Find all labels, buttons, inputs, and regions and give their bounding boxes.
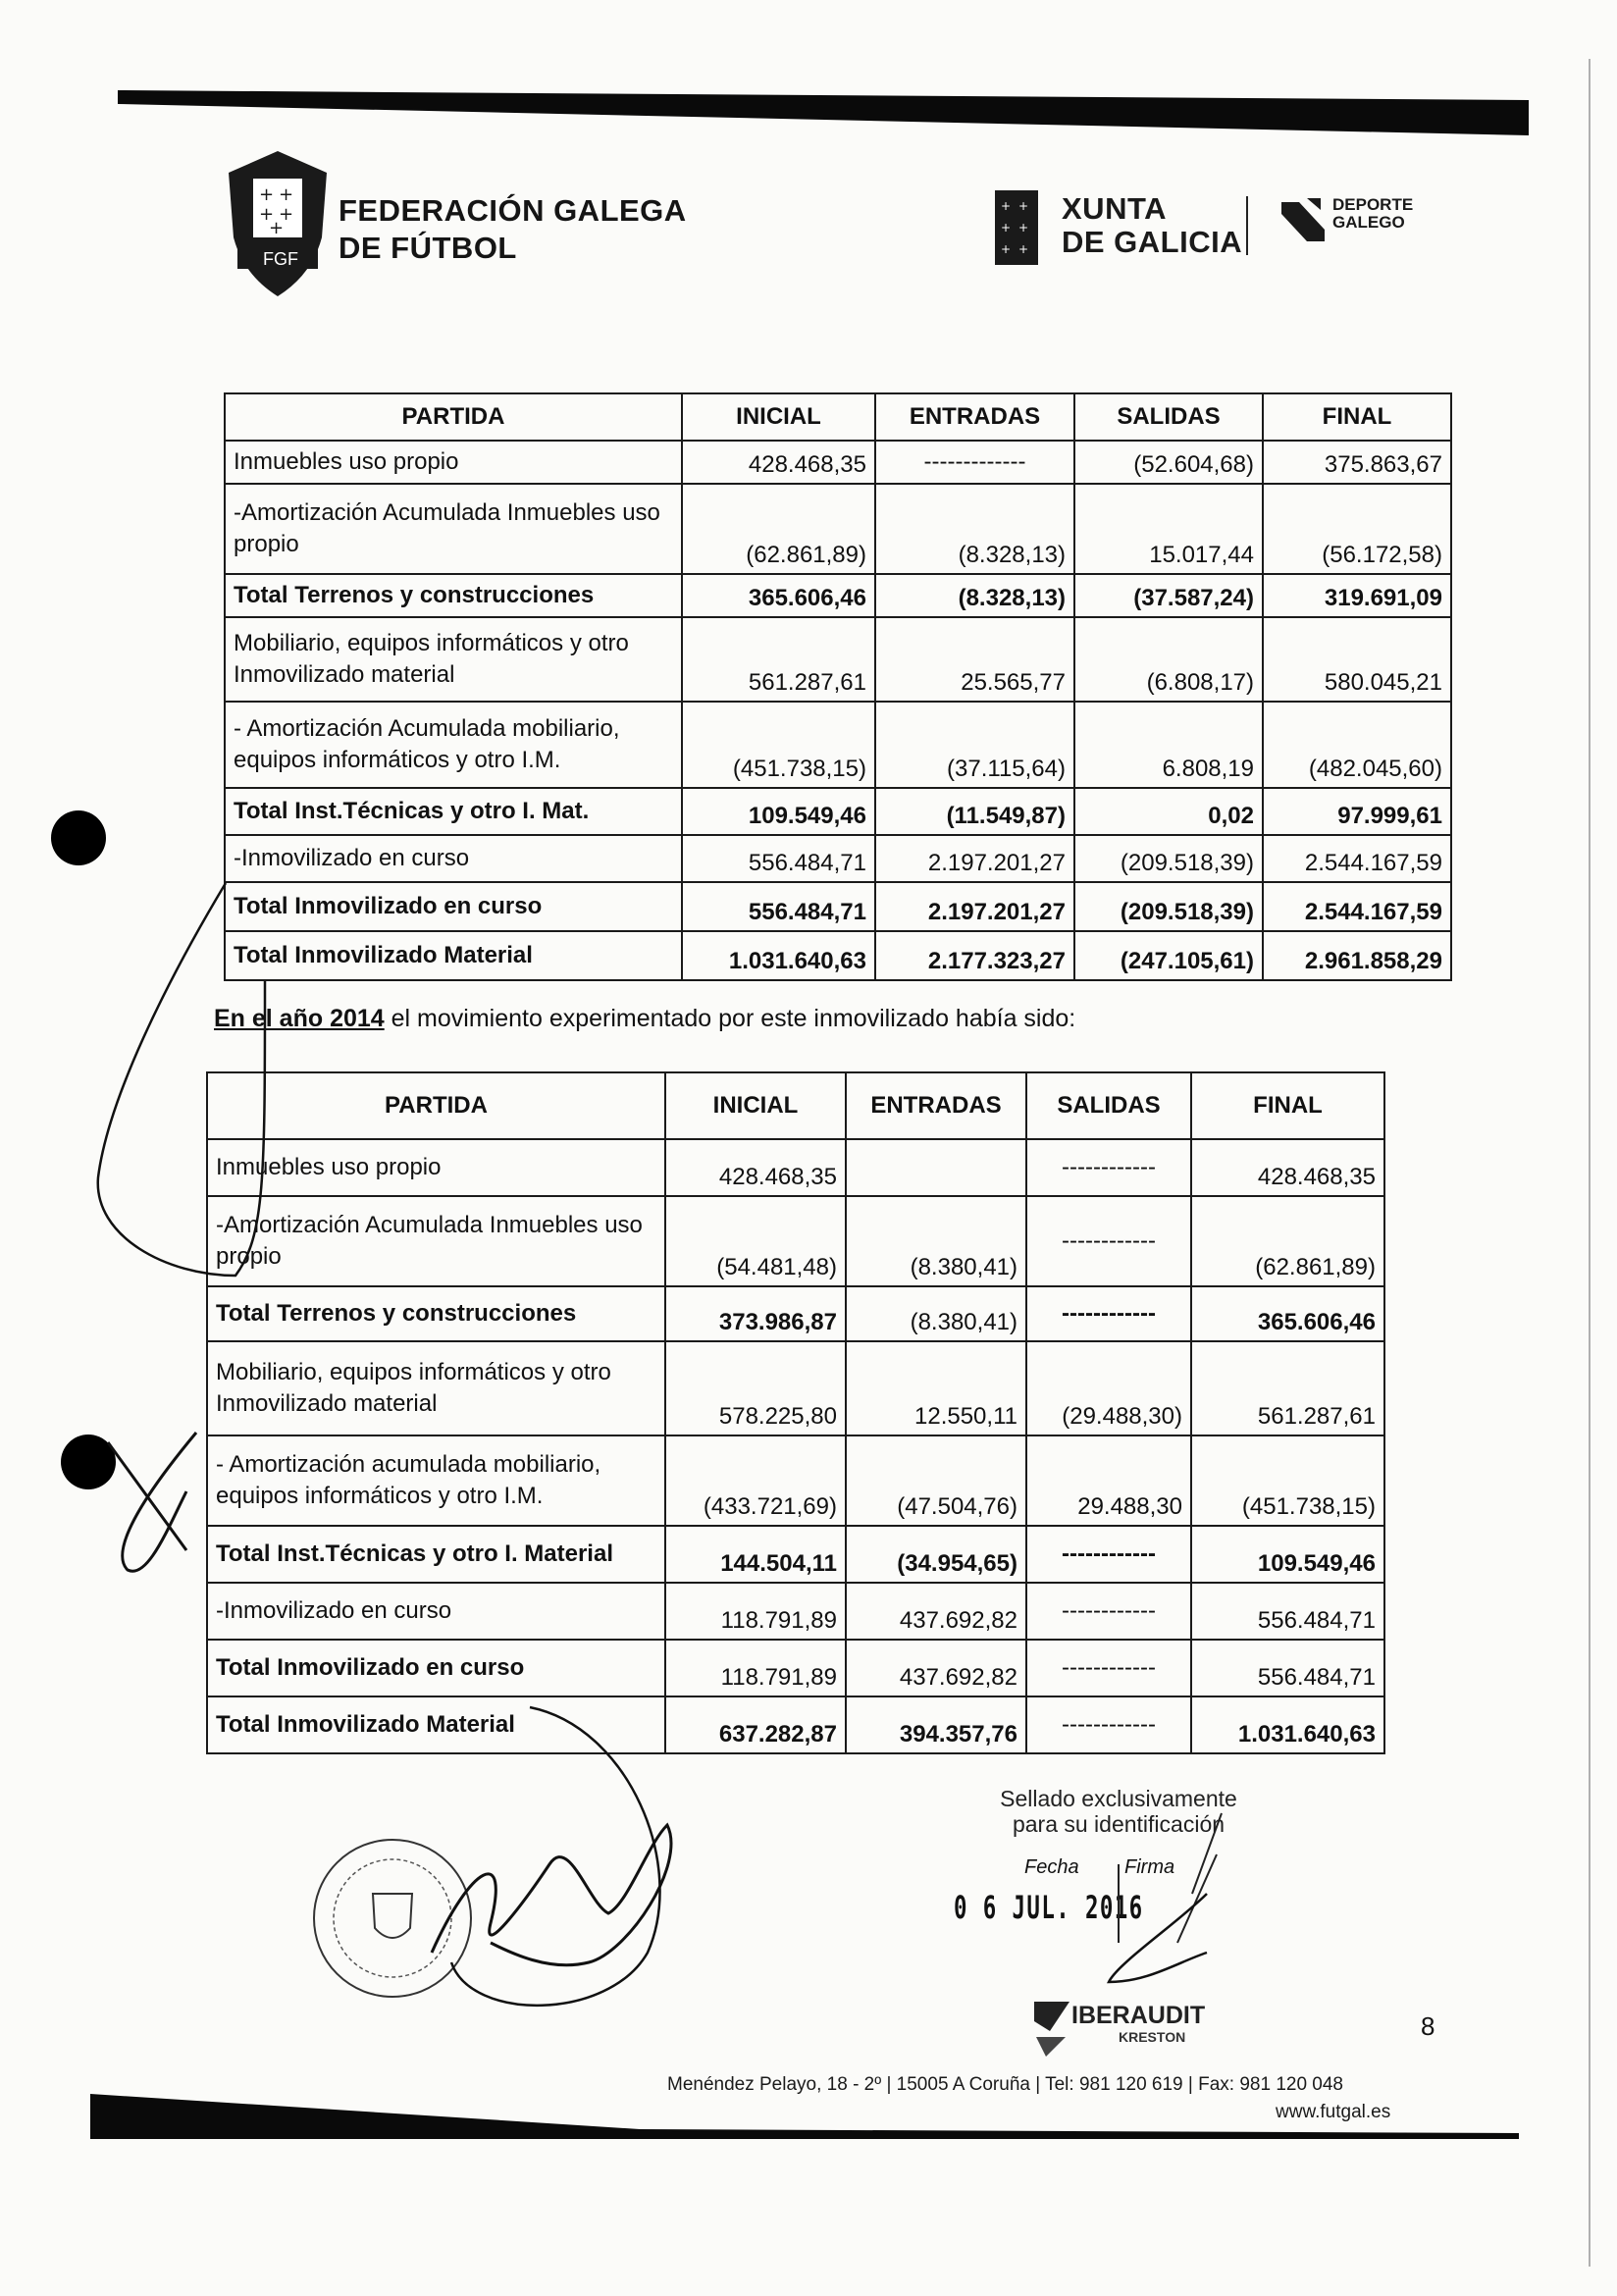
cell-inicial: (62.861,89): [682, 484, 875, 574]
stamp-line2: para su identificación: [1012, 1811, 1226, 1837]
cell-final: 556.484,71: [1191, 1640, 1384, 1696]
federation-name: [339, 192, 687, 267]
footer-address: Menéndez Pelayo, 18 - 2º | 15005 A Coruña | Tel: 981 120 619 | Fax: 981 120 048: [667, 2074, 1344, 2095]
row-label: -Amortización Acumulada Inmuebles uso propio: [225, 484, 682, 574]
table-row: [207, 1196, 1384, 1286]
cell-inicial: 428.468,35: [682, 441, 875, 484]
table-row: [207, 1341, 1384, 1435]
table-row: [225, 617, 1451, 702]
cell-entradas: (34.954,65): [846, 1526, 1026, 1583]
table-row: [225, 835, 1451, 882]
row-label: Total Inmovilizado en curso: [225, 882, 682, 931]
svg-text:+: +: [259, 184, 275, 205]
cell-inicial: 637.282,87: [665, 1696, 846, 1753]
header-entradas: ENTRADAS: [846, 1072, 1026, 1139]
cell-salidas: (37.587,24): [1074, 574, 1263, 617]
cell-salidas: (247.105,61): [1074, 931, 1263, 980]
header-salidas: SALIDAS: [1074, 393, 1263, 441]
svg-text:+: +: [1018, 221, 1029, 235]
row-label: Inmuebles uso propio: [207, 1139, 665, 1196]
cell-salidas: ------------: [1026, 1583, 1191, 1640]
table-header-row: [225, 393, 1451, 441]
cell-entradas: 2.197.201,27: [875, 835, 1074, 882]
cell-inicial: 365.606,46: [682, 574, 875, 617]
row-label: Mobiliario, equipos informáticos y otro Inmovilizado material: [207, 1341, 665, 1435]
row-label: -Inmovilizado en curso: [207, 1583, 665, 1640]
row-label: Total Inst.Técnicas y otro I. Material: [207, 1526, 665, 1583]
cell-entradas: (8.380,41): [846, 1286, 1026, 1341]
cell-final: 561.287,61: [1191, 1341, 1384, 1435]
cell-final: 365.606,46: [1191, 1286, 1384, 1341]
cell-salidas: ------------: [1026, 1196, 1191, 1286]
table-row-total: [207, 1526, 1384, 1583]
cell-salidas: 15.017,44: [1074, 484, 1263, 574]
row-label: Total Inmovilizado Material: [207, 1696, 665, 1753]
stamp-fecha-label: Fecha: [1024, 1856, 1079, 1878]
asset-movement-table-2014: [206, 1071, 1385, 1754]
cell-entradas: 2.177.323,27: [875, 931, 1074, 980]
table-row-total: [225, 788, 1451, 835]
cell-final: 109.549,46: [1191, 1526, 1384, 1583]
row-label: - Amortización acumulada mobiliario, equipos informáticos y otro I.M.: [207, 1435, 665, 1526]
federation-name-line1: FEDERACIÓN GALEGA: [339, 193, 687, 228]
table-row: [225, 484, 1451, 574]
cell-salidas: ------------: [1026, 1640, 1191, 1696]
cell-final: (56.172,58): [1263, 484, 1451, 574]
table-row-total: [207, 1286, 1384, 1341]
cell-salidas: 29.488,30: [1026, 1435, 1191, 1526]
table-row-total: [225, 882, 1451, 931]
row-label: Inmuebles uso propio: [225, 441, 682, 484]
cell-final: 556.484,71: [1191, 1583, 1384, 1640]
cell-final: 2.961.858,29: [1263, 931, 1451, 980]
cell-inicial: 556.484,71: [682, 835, 875, 882]
cell-salidas: (29.488,30): [1026, 1341, 1191, 1435]
cell-salidas: ------------: [1026, 1696, 1191, 1753]
intro-rest: el movimiento experimentado por este inmovilizado había sido:: [384, 1005, 1076, 1032]
header-inicial: INICIAL: [665, 1072, 846, 1139]
fgf-shield-icon: [224, 149, 332, 298]
cell-salidas: (209.518,39): [1074, 882, 1263, 931]
iberaudit-logo-icon: [1034, 2002, 1069, 2057]
punch-hole: [51, 810, 106, 865]
cell-final: 2.544.167,59: [1263, 882, 1451, 931]
row-label: Total Inst.Técnicas y otro I. Mat.: [225, 788, 682, 835]
cell-salidas: (52.604,68): [1074, 441, 1263, 484]
header-inicial: INICIAL: [682, 393, 875, 441]
table-header-row: [207, 1072, 1384, 1139]
svg-text:+: +: [1018, 199, 1029, 213]
cell-final: (62.861,89): [1191, 1196, 1384, 1286]
cell-final: 428.468,35: [1191, 1139, 1384, 1196]
header-final: FINAL: [1191, 1072, 1384, 1139]
svg-text:+: +: [1001, 221, 1012, 235]
cell-entradas: (8.328,13): [875, 484, 1074, 574]
row-label: Total Inmovilizado Material: [225, 931, 682, 980]
row-label: -Amortización Acumulada Inmuebles uso propio: [207, 1196, 665, 1286]
cell-inicial: 118.791,89: [665, 1583, 846, 1640]
cell-final: (482.045,60): [1263, 702, 1451, 788]
table-row: [207, 1583, 1384, 1640]
cell-entradas: [846, 1139, 1026, 1196]
cell-entradas: -------------: [875, 441, 1074, 484]
stamp-date: 0 6 JUL. 2016: [954, 1889, 1144, 1926]
svg-text:+: +: [1001, 199, 1012, 213]
cell-inicial: 144.504,11: [665, 1526, 846, 1583]
cell-salidas: ------------: [1026, 1526, 1191, 1583]
cell-entradas: (37.115,64): [875, 702, 1074, 788]
cell-final: 97.999,61: [1263, 788, 1451, 835]
table-row: [225, 441, 1451, 484]
cell-entradas: 437.692,82: [846, 1583, 1026, 1640]
table-row: [207, 1139, 1384, 1196]
row-label: Total Inmovilizado en curso: [207, 1640, 665, 1696]
cell-salidas: 6.808,19: [1074, 702, 1263, 788]
deporte-line1: DEPORTE: [1332, 195, 1414, 214]
cell-inicial: 373.986,87: [665, 1286, 846, 1341]
cell-entradas: (47.504,76): [846, 1435, 1026, 1526]
deporte-galego-name: [1332, 196, 1413, 232]
federation-seal-icon: [314, 1840, 471, 1997]
footer-website: www.futgal.es: [1276, 2102, 1391, 2122]
xunta-emblem-icon: [995, 190, 1038, 265]
xunta-name-line2: DE GALICIA: [1062, 225, 1243, 259]
table-row-total: [225, 931, 1451, 980]
row-label: - Amortización Acumulada mobiliario, equipos informáticos y otro I.M.: [225, 702, 682, 788]
asset-movement-table-2015: [224, 392, 1452, 981]
cell-final: 375.863,67: [1263, 441, 1451, 484]
cell-entradas: (8.380,41): [846, 1196, 1026, 1286]
table-row-total: [207, 1696, 1384, 1753]
cell-entradas: 2.197.201,27: [875, 882, 1074, 931]
cell-final: 319.691,09: [1263, 574, 1451, 617]
auditor-subname: KRESTON: [1119, 2029, 1186, 2045]
cell-inicial: 1.031.640,63: [682, 931, 875, 980]
cell-final: (451.738,15): [1191, 1435, 1384, 1526]
cell-entradas: (11.549,87): [875, 788, 1074, 835]
cell-entradas: 25.565,77: [875, 617, 1074, 702]
fgf-logo-text: FGF: [263, 249, 298, 269]
cell-inicial: 109.549,46: [682, 788, 875, 835]
federation-name-line2: DE FÚTBOL: [339, 231, 517, 265]
cell-entradas: (8.328,13): [875, 574, 1074, 617]
svg-text:+: +: [1001, 242, 1012, 256]
header-partida: PARTIDA: [225, 393, 682, 441]
logo-divider: [1246, 196, 1248, 255]
svg-text:+: +: [269, 218, 285, 238]
row-label: Mobiliario, equipos informáticos y otro Inmovilizado material: [225, 617, 682, 702]
intro-paragraph: [214, 1005, 1075, 1033]
table-row: [225, 702, 1451, 788]
cell-inicial: 556.484,71: [682, 882, 875, 931]
table-row-total: [207, 1640, 1384, 1696]
stamp-firma-label: Firma: [1124, 1856, 1175, 1878]
row-label: Total Terrenos y construcciones: [225, 574, 682, 617]
deporte-line2: GALEGO: [1332, 213, 1405, 232]
table-row-total: [225, 574, 1451, 617]
page-number: 8: [1421, 2011, 1435, 2041]
cell-inicial: (54.481,48): [665, 1196, 846, 1286]
xunta-name-line1: XUNTA: [1062, 191, 1167, 226]
intro-year: En el año 2014: [214, 1005, 385, 1032]
row-label: -Inmovilizado en curso: [225, 835, 682, 882]
header-salidas: SALIDAS: [1026, 1072, 1191, 1139]
stamp-line1: Sellado exclusivamente: [1000, 1786, 1237, 1811]
header-partida: PARTIDA: [207, 1072, 665, 1139]
cell-salidas: (209.518,39): [1074, 835, 1263, 882]
cell-inicial: 561.287,61: [682, 617, 875, 702]
header-final: FINAL: [1263, 393, 1451, 441]
signature-scribble: [432, 1825, 671, 1965]
cell-inicial: (433.721,69): [665, 1435, 846, 1526]
cell-inicial: 428.468,35: [665, 1139, 846, 1196]
cell-entradas: 394.357,76: [846, 1696, 1026, 1753]
svg-text:+: +: [1018, 242, 1029, 256]
audit-stamp-text: [991, 1786, 1246, 1837]
cell-salidas: (6.808,17): [1074, 617, 1263, 702]
punch-hole: [61, 1435, 116, 1489]
cell-entradas: 437.692,82: [846, 1640, 1026, 1696]
cell-salidas: ------------: [1026, 1286, 1191, 1341]
cell-final: 1.031.640,63: [1191, 1696, 1384, 1753]
cell-final: 2.544.167,59: [1263, 835, 1451, 882]
auditor-name: IBERAUDIT: [1071, 2002, 1206, 2029]
svg-text:+: +: [279, 184, 294, 205]
deporte-galego-icon: [1278, 196, 1329, 243]
svg-text:+: +: [259, 204, 275, 225]
cell-salidas: 0,02: [1074, 788, 1263, 835]
cell-final: 580.045,21: [1263, 617, 1451, 702]
footer-bar: [90, 2090, 1519, 2139]
table-row: [207, 1435, 1384, 1526]
cell-salidas: ------------: [1026, 1139, 1191, 1196]
cell-inicial: (451.738,15): [682, 702, 875, 788]
header-entradas: ENTRADAS: [875, 393, 1074, 441]
svg-text:+: +: [279, 204, 294, 225]
initials-mark: [108, 1433, 196, 1571]
header-bar: [118, 86, 1529, 137]
cell-entradas: 12.550,11: [846, 1341, 1026, 1435]
cell-inicial: 118.791,89: [665, 1640, 846, 1696]
xunta-name: [1062, 192, 1242, 259]
row-label: Total Terrenos y construcciones: [207, 1286, 665, 1341]
cell-inicial: 578.225,80: [665, 1341, 846, 1435]
